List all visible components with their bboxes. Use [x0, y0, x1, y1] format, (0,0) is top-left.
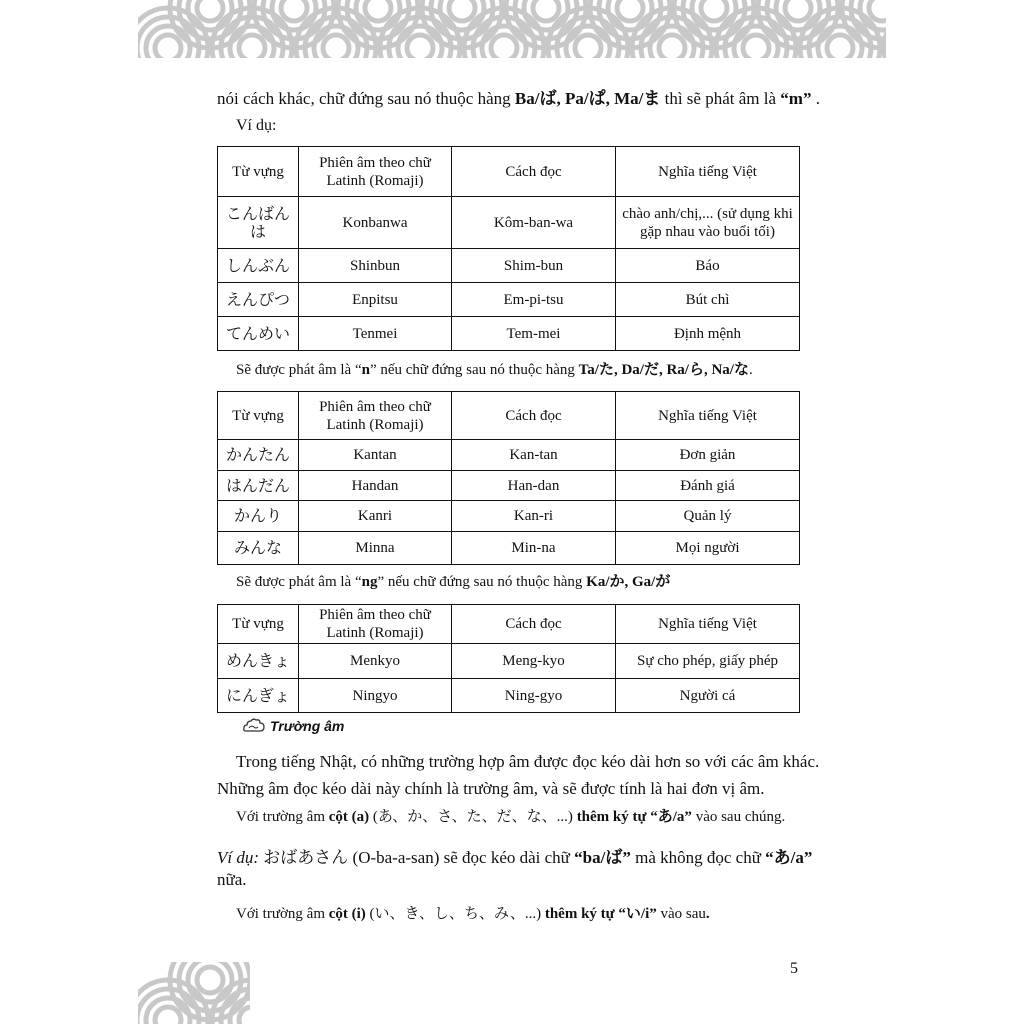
reading-cell: Em-pi-tsu [452, 283, 616, 317]
table-row [218, 317, 800, 351]
wave-arc [170, 962, 250, 1020]
header-romaji: Phiên âm theo chữ Latinh (Romaji) [299, 605, 452, 644]
section-heading [243, 718, 344, 734]
meaning-cell: Quản lý [616, 501, 800, 532]
rule-n-text: Sẽ được phát âm là “n” nếu chữ đứng sau nó thuộc hàng Ta/た, Da/だ, Ra/ら, Na/な. [236, 362, 753, 378]
paragraph-line: Những âm đọc kéo dài này chính là trường âm, và sẽ được tính là hai đơn vị âm. [217, 779, 765, 798]
cloud-icon [243, 718, 265, 734]
wave-arc [338, 0, 418, 48]
meaning-cell: Báo [616, 249, 800, 283]
romaji-cell: Minna [299, 532, 452, 565]
reading-cell: Meng-kyo [452, 644, 616, 679]
reading-cell: Ning-gyo [452, 679, 616, 713]
kana-cell: みんな [218, 532, 299, 565]
table-m [217, 146, 800, 351]
header-vocab: Từ vựng [218, 392, 299, 440]
table-row [218, 283, 800, 317]
example-sentence: Ví dụ: おばあさん (O-ba-a-san) sẽ đọc kéo dài chữ “ba/ば” mà không đọc chữ “あ/a” [217, 848, 813, 867]
meaning-cell: Định mệnh [616, 317, 800, 351]
kana-cell: にんぎょ [218, 679, 299, 713]
header-vocab: Từ vựng [218, 147, 299, 197]
kana-cell: しんぶん [218, 249, 299, 283]
table-row [218, 471, 800, 501]
reading-cell: Shim-bun [452, 249, 616, 283]
reading-cell: Kôm-ban-wa [452, 197, 616, 249]
table-row [218, 197, 800, 249]
wave-arc [590, 0, 670, 48]
table-header-row [218, 147, 800, 197]
meaning-cell: Người cá [616, 679, 800, 713]
wave-arc [254, 0, 334, 48]
romaji-cell: Konbanwa [299, 197, 452, 249]
header-meaning: Nghĩa tiếng Việt [616, 392, 800, 440]
romaji-cell: Ningyo [299, 679, 452, 713]
header-meaning: Nghĩa tiếng Việt [616, 147, 800, 197]
romaji-cell: Handan [299, 471, 452, 501]
column-i-rule: Với trường âm cột (i) (い、き、し、ち、み、...) thêm ký tự “い/i” vào sau. [236, 906, 710, 922]
wave-arc [674, 0, 754, 48]
table-row [218, 532, 800, 565]
header-reading: Cách đọc [452, 605, 616, 644]
table-n [217, 391, 800, 565]
romaji-cell: Enpitsu [299, 283, 452, 317]
header-romaji: Phiên âm theo chữ Latinh (Romaji) [299, 392, 452, 440]
paragraph-line: Trong tiếng Nhật, có những trường hợp âm được đọc kéo dài hơn so với các âm khác. [236, 752, 820, 771]
table-row [218, 679, 800, 713]
reading-cell: Tem-mei [452, 317, 616, 351]
kana-cell: こんばんは [218, 197, 299, 249]
wave-pattern-bottom [138, 962, 250, 1024]
table-row [218, 501, 800, 532]
table-ng [217, 604, 800, 713]
meaning-cell: Mọi người [616, 532, 800, 565]
kana-cell: かんたん [218, 440, 299, 471]
table-header-row [218, 605, 800, 644]
header-romaji: Phiên âm theo chữ Latinh (Romaji) [299, 147, 452, 197]
column-a-rule: Với trường âm cột (a) (あ、か、さ、た、だ、な、...) thêm ký tự “あ/a” vào sau chúng. [236, 809, 786, 825]
header-meaning: Nghĩa tiếng Việt [616, 605, 800, 644]
example-label: Ví dụ: [236, 117, 277, 134]
table-row [218, 249, 800, 283]
table-row [218, 644, 800, 679]
meaning-cell: Bút chì [616, 283, 800, 317]
header-reading: Cách đọc [452, 392, 616, 440]
header-vocab: Từ vựng [218, 605, 299, 644]
wave-arc [884, 8, 886, 58]
page-number: 5 [790, 960, 798, 977]
reading-cell: Han-dan [452, 471, 616, 501]
reading-cell: Min-na [452, 532, 616, 565]
meaning-cell: Đánh giá [616, 471, 800, 501]
romaji-cell: Menkyo [299, 644, 452, 679]
intro-paragraph: nói cách khác, chữ đứng sau nó thuộc hàng Ba/ば, Pa/ぱ, Ma/ま thì sẽ phát âm là “m” . [217, 89, 820, 108]
wave-pattern-top [138, 0, 886, 58]
example-continuation: nữa. [217, 870, 247, 889]
wave-arc [506, 0, 586, 48]
romaji-cell: Shinbun [299, 249, 452, 283]
meaning-cell: Sự cho phép, giấy phép [616, 644, 800, 679]
rule-ng-text: Sẽ được phát âm là “ng” nếu chữ đứng sau nó thuộc hàng Ka/か, Ga/が [236, 574, 671, 590]
reading-cell: Kan-tan [452, 440, 616, 471]
wave-arc [170, 0, 250, 48]
romaji-cell: Tenmei [299, 317, 452, 351]
reading-cell: Kan-ri [452, 501, 616, 532]
meaning-cell: Đơn giản [616, 440, 800, 471]
meaning-cell: chào anh/chị,... (sử dụng khi gặp nhau vào buổi tối) [616, 197, 800, 249]
kana-cell: めんきょ [218, 644, 299, 679]
wave-arc [758, 0, 838, 48]
table-header-row [218, 392, 800, 440]
wave-arc [422, 0, 502, 48]
section-title: Trường âm [270, 718, 345, 734]
kana-cell: てんめい [218, 317, 299, 351]
table-row [218, 440, 800, 471]
kana-cell: はんだん [218, 471, 299, 501]
romaji-cell: Kantan [299, 440, 452, 471]
header-reading: Cách đọc [452, 147, 616, 197]
kana-cell: えんぴつ [218, 283, 299, 317]
romaji-cell: Kanri [299, 501, 452, 532]
kana-cell: かんり [218, 501, 299, 532]
